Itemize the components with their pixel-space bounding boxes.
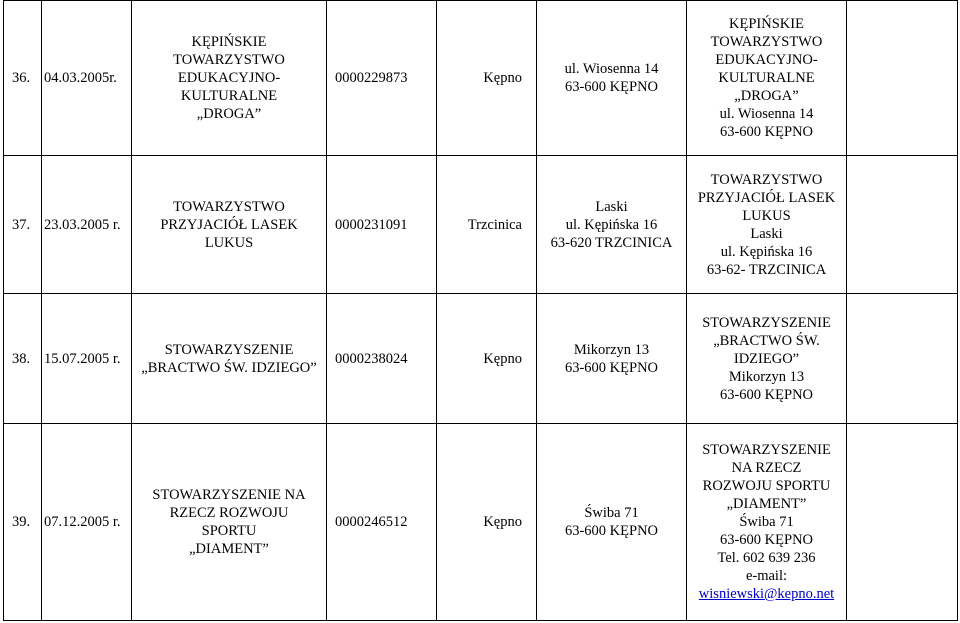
locality: Kępno [437, 294, 537, 424]
address [537, 156, 687, 294]
krs-number: 0000231091 [327, 156, 437, 294]
address-line: ul. Kępińska 16 [565, 216, 658, 233]
krs-number: 0000238024 [327, 294, 437, 424]
contact-line: KĘPIŃSKIE [729, 16, 804, 32]
contact-line: STOWARZYSZENIE [702, 442, 831, 458]
address-line: 63-600 KĘPNO [564, 359, 659, 376]
register-table [3, 0, 958, 621]
table-row [4, 156, 958, 294]
name-line: KĘPIŃSKIE [191, 34, 267, 50]
contact-line: Świba 71 [739, 514, 794, 530]
name-line: EDUKACYJNO- [177, 70, 281, 86]
address-line: 63-620 TRZCINICA [550, 234, 673, 251]
contact-line: IDZIEGO” [733, 350, 800, 367]
organization-name [132, 1, 327, 156]
contact-line: ul. Kępińska 16 [720, 243, 813, 260]
entry-date: 07.12.2005 r. [42, 424, 132, 621]
address-line: Świba 71 [584, 505, 639, 521]
entry-number: 36. [4, 1, 42, 156]
name-line: LUKUS [204, 234, 254, 251]
entry-number: 38. [4, 294, 42, 424]
name-line: RZECZ ROZWOJU [169, 505, 289, 521]
organization-name [132, 156, 327, 294]
name-line: STOWARZYSZENIE [164, 341, 294, 358]
contact-line: ROZWOJU SPORTU [702, 478, 831, 494]
krs-number: 0000229873 [327, 1, 437, 156]
contact-line: 63-62- TRZCINICA [706, 261, 827, 278]
name-line: SPORTU [201, 523, 257, 539]
table-row [4, 1, 958, 156]
name-line: „BRACTWO ŚW. IDZIEGO” [141, 359, 317, 376]
contact-details [687, 156, 847, 294]
name-line: PRZYJACIÓŁ LASEK [160, 216, 298, 233]
empty-cell [847, 424, 958, 621]
name-line: TOWARZYSTWO [173, 198, 285, 215]
address-line: 63-600 KĘPNO [564, 79, 659, 95]
contact-line: Mikorzyn 13 [728, 368, 805, 385]
contact-details [687, 1, 847, 156]
contact-line: „BRACTWO ŚW. [713, 332, 820, 349]
locality: Kępno [437, 424, 537, 621]
empty-cell [847, 156, 958, 294]
name-line: KULTURALNE [180, 88, 278, 104]
entry-number: 37. [4, 156, 42, 294]
entry-number: 39. [4, 424, 42, 621]
contact-line: Laski [750, 225, 783, 242]
contact-line: PRZYJACIÓŁ LASEK [697, 189, 836, 206]
address [537, 1, 687, 156]
contact-line: Tel. 602 639 236 [717, 550, 816, 566]
address-line: 63-600 KĘPNO [564, 523, 659, 539]
contact-line: KULTURALNE [718, 70, 815, 86]
organization-name [132, 424, 327, 621]
contact-line: ul. Wiosenna 14 [719, 106, 814, 122]
address-line: Laski [595, 198, 628, 215]
address [537, 294, 687, 424]
contact-line: STOWARZYSZENIE [702, 314, 831, 331]
krs-number: 0000246512 [327, 424, 437, 621]
contact-line: TOWARZYSTWO [710, 171, 823, 188]
name-line: TOWARZYSTWO [173, 52, 285, 68]
contact-details [687, 294, 847, 424]
name-line: STOWARZYSZENIE NA [152, 487, 306, 503]
contact-line: EDUKACYJNO- [715, 52, 818, 68]
email-link[interactable]: wisniewski@kepno.net [698, 586, 835, 602]
locality: Trzcinica [437, 156, 537, 294]
contact-details [687, 424, 847, 621]
contact-line: 63-600 KĘPNO [719, 386, 814, 403]
table-row [4, 424, 958, 621]
table-row [4, 294, 958, 424]
address-line: ul. Wiosenna 14 [564, 61, 659, 77]
entry-date: 15.07.2005 r. [42, 294, 132, 424]
contact-line: „DIAMENT” [726, 496, 807, 512]
entry-date: 04.03.2005r. [42, 1, 132, 156]
name-line: „DROGA” [196, 106, 262, 122]
address-line: Mikorzyn 13 [573, 341, 650, 358]
locality: Kępno [437, 1, 537, 156]
contact-line: TOWARZYSTWO [710, 34, 823, 50]
contact-line: NA RZECZ [731, 460, 802, 476]
name-line: „DIAMENT” [189, 541, 269, 557]
address [537, 424, 687, 621]
contact-line: e-mail: [745, 568, 788, 584]
contact-line: 63-600 KĘPNO [719, 532, 814, 548]
empty-cell [847, 1, 958, 156]
organization-name [132, 294, 327, 424]
empty-cell [847, 294, 958, 424]
contact-line: 63-600 KĘPNO [719, 124, 814, 140]
contact-line: „DROGA” [734, 88, 799, 104]
contact-line: LUKUS [742, 207, 791, 224]
entry-date: 23.03.2005 r. [42, 156, 132, 294]
